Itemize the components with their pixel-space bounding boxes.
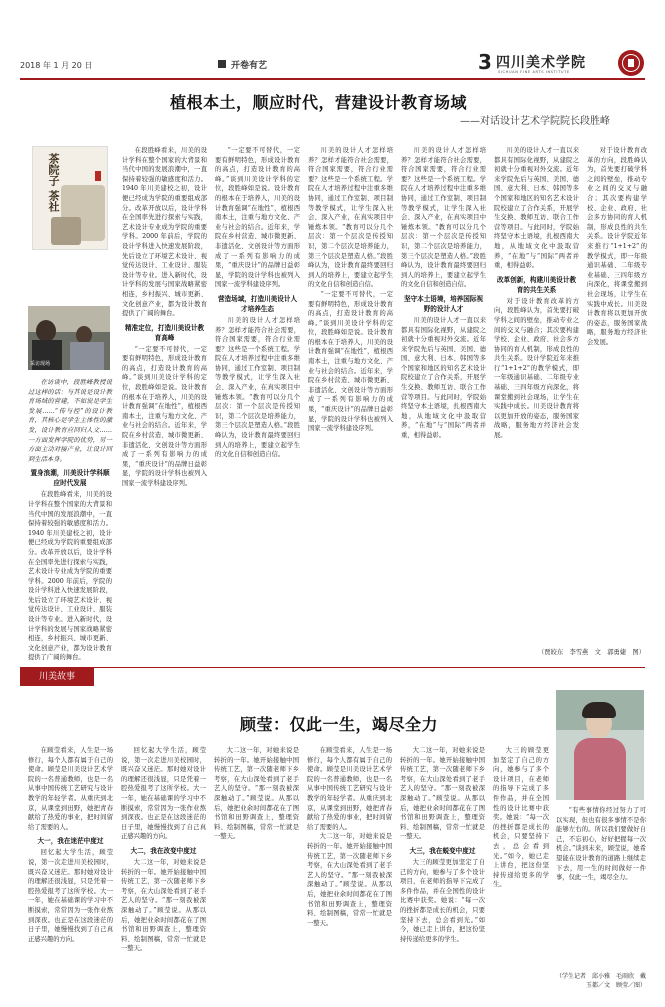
section-text: 川美的设计人才怎样培养？怎样才能符合社会需要，符合国家需要，符合行业需要？这些是一个系统工程。学院在人才培养过程中注重多维协同，通过工作室制、项目制等教学模式，让学生深入社会、深入产业，在真实项目中锤炼本领。“教育可以分几个层次：第一个层次是传授知识，第二个层次是培养能力，第三个层次是塑造人格。”段胜峰认为，设计教育最终要回归到人的培养上，要建立起学生的文化自信和创造自信。 [215,316,300,459]
article1-column-3 [215,146,300,643]
section-text: 大二这一年，对她来说是转折的一年。她开始接触中国传统工艺，第一次随老师下乡考察，在大山深处看到了老手艺人的坚守。“那一刻我被深深触动了。”顾莹说。从那以后，她把业余时间都花在了图书馆和田野调查上，整理资料、绘制图稿，常常一忙就是一整天。 [307,833,392,927]
section-text: 川美的设计人才一直以来都具有国际化视野，从建院之初就十分重视对外交流。近年来学院先后与英国、美国、德国、意大利、日本、韩国等多个国家和地区的知名艺术设计院校建立了合作关系，开展学生交换、教师互访、联合工作营等项目。与此同时，学院始终坚守本土语境，扎根西南大地，从地域文化中汲取营养，“在地”与“国际”两者并重，相得益彰。 [494,147,579,270]
page-header [20,52,645,78]
section-title: 开卷有艺 [231,61,268,71]
book-cover-photo [32,146,108,250]
section-text: 在顾莹看来，人生是一场修行，每个人都有属于自己的使命。顾莹是川美设计艺术学院的一名普通教师，也是一名从事中国传统工艺研究与设计教学的年轻学者。从重庆到北京，从课堂到田野，她把青春献给了热爱的事业，把时间留给了需要的人。 [28,747,113,831]
article2-quote: “有些事情你经过努力了可以实现，但也有很多事情不是你能够左右的。所以我们要做好自己，不忘初心，好好把握每一次机会。”谈到未来，顾莹说，她希望能在设计教育的道路上继续走下去，用一生的时间做好一件事，仅此一生，竭尽全力。 [556,807,646,882]
section-title: 营造场域，打造川美设计人才培养生态 [217,294,298,313]
article1-headline: 植根本土，顺应时代，营建设计教育场域 [170,93,468,112]
school-seal-icon [618,50,644,76]
school-name-en: SICHUAN FINE ARTS INSTITUTE [498,70,570,74]
article1-column-5 [401,146,486,643]
article2-quote-column [556,806,646,970]
article2-column-5 [400,746,485,990]
section-text: 对于设计教育改革的方向，段胜峰认为，首先要打破学科之间的壁垒，推动专业之间的交叉与融合；其次要构建学校、企业、政府、社会多方协同的育人机制，形成良性的共生关系。设计学院近年来推行“1+1+2”的教学模式，即一年级通识基础、二年级专业基础、三四年级方向深化，将课堂搬到社会现场，让学生在实践中成长。川美设计教育将以更加开放的姿态，服务国家战略，服务地方经济社会发展。 [587,147,647,346]
section-title: 置身浪潮，川美设计学科顺应时代发展 [30,469,110,488]
photo2-caption: 采访现场 [30,361,51,367]
article2-byline: （学生记者 邱小雅 毛雨欣 戴玉都／文 顾莹／图） [556,973,647,989]
column-label: 川美故事 [20,668,94,686]
section-title: 大二，我在改变中度过 [130,846,197,855]
section-text: 川美的设计人才怎样培养？怎样才能符合社会需要，符合国家需要，符合行业需要？这些是一个系统工程。学院在人才培养过程中注重多维协同，通过工作室制、项目制等教学模式，让学生深入社会、深入产业，在真实项目中锤炼本领。“教育可以分几个层次：第一个层次是传授知识，第二个层次是培养能力，第三个层次是塑造人格。”段胜峰认为，设计教育最终要回归到人的培养上，要建立起学生的文化自信和创造自信。 [401,147,486,289]
section-text: 大三的顾莹更加坚定了自己的方向，她参与了多个设计项目，在老师的指导下完成了多件作品，并在全国性的设计比赛中获奖。她说：“每一次的挫折都是成长的机会，只要坚持下去，总会看到光。”如今，她已走上讲台，把这份坚持传递给更多的学生。 [493,747,549,889]
section-title: 大一，我在迷茫中度过 [37,837,104,846]
section-divider [20,667,645,668]
section-title: 改革创新，构建川美设计教育的共生关系 [496,275,577,294]
portrait-photo [556,690,644,800]
article2-column-3 [214,746,299,990]
section-text: 回忆起大学生活，顾莹说，第一次走进川美校园时，既兴奋又迷茫。那时她对设计的理解还很浅显，只是凭着一腔热爱报考了这所学校。大一一年，她在基础课的学习中不断摸索，常常因为一张作业熬到深夜。也正是在这段迷茫的日子里，她慢慢找到了自己真正感兴趣的方向。 [121,747,206,841]
section-title: 大三，我在蜕变中度过 [409,846,476,855]
section-title: 精准定位，打造川美设计教育高峰 [124,323,205,342]
section-text: 回忆起大学生活，顾莹说，第一次走进川美校园时，既兴奋又迷茫。那时她对设计的理解还很浅显，只是凭着一腔热爱报考了这所学校。大一一年，她在基础课的学习中不断摸索，常常因为一张作业熬到深夜。也正是在这段迷茫的日子里，她慢慢找到了自己真正感兴趣的方向。 [28,849,113,943]
article2-headline: 顾莹：仅此一生，竭尽全力 [240,715,439,734]
article2-column-4 [307,746,392,990]
section-icon [218,60,226,68]
article1-subheadline: ——对话设计艺术学院院长段胜峰 [460,116,610,127]
page-number: 3 [478,50,492,74]
interview-photo [28,306,110,370]
article1-byline: （贾皎东 李雪燕 文 郭勇婕 图） [537,649,645,656]
article1-column-4 [308,146,393,643]
section-text: 大二这一年，对她来说是转折的一年。她开始接触中国传统工艺，第一次随老师下乡考察，在大山深处看到了老手艺人的坚守。“那一刻我被深深触动了。”顾莹说。从那以后，她把业余时间都花在了图书馆和田野调查上，整理资料、绘制图稿，常常一忙就是一整天。 [121,858,206,953]
header-rule [20,78,645,80]
seal-stamp [95,171,101,181]
section-title: 坚守本土语境，培养国际视野的设计人才 [403,294,484,313]
article2-column-6 [493,746,549,990]
school-name: 四川美术学院 [496,55,586,71]
section-text: 在顾莹看来，人生是一场修行，每个人都有属于自己的使命。顾莹是川美设计艺术学院的一名普通教师，也是一名从事中国传统工艺研究与设计教学的年轻学者。从重庆到北京，从课堂到田野，她把青春献给了热爱的事业，把时间留给了需要的人。 [307,747,392,831]
section-text: “一定要不可替代，一定要有鲜明特色，形成设计教育的高点，打造设计教育的高峰。”谈到川美设计学科的定位，段胜峰如是说。设计教育的根本在于培养人，川美的设计教育强调“在地性”，植根西南本土，注重与地方文化、产业与社会的结合。近年来，学院在乡村营造、城市微更新、非遗活化、文创设计等方面形成了一系列有影响力的成果，“重庆设计”的品牌日益彰显，学院的设计学科也被列入国家一流学科建设序列。 [215,147,300,289]
article1-column-1 [28,378,112,662]
photo1-caption: 茶院子 茶社 [47,153,60,212]
article2-column-1 [28,746,113,990]
section-text: 川美的设计人才一直以来都具有国际化视野，从建院之初就十分重视对外交流。近年来学院先后与英国、美国、德国、意大利、日本、韩国等多个国家和地区的知名艺术设计院校建立了合作关系，开展学生交换、教师互访、联合工作营等项目。与此同时，学院始终坚守本土语境，扎根西南大地，从地域文化中汲取营养，“在地”与“国际”两者并重，相得益彰。 [401,316,486,440]
ink-sketch [51,217,81,245]
section-text: 大二这一年，对她来说是转折的一年。她开始接触中国传统工艺，第一次随老师下乡考察，在大山深处看到了老手艺人的坚守。“那一刻我被深深触动了。”顾莹说。从那以后，她把业余时间都花在了图书馆和田野调查上，整理资料、绘制图稿，常常一忙就是一整天。 [214,747,299,841]
section-text: “一定要不可替代，一定要有鲜明特色，形成设计教育的高点，打造设计教育的高峰。”谈到川美设计学科的定位，段胜峰如是说。设计教育的根本在于培养人，川美的设计教育强调“在地性”，植根西南本土，注重与地方文化、产业与社会的结合。近年来，学院在乡村营造、城市微更新、非遗活化、文创设计等方面形成了一系列有影响力的成果，“重庆设计”的品牌日益彰显，学院的设计学科也被列入国家一流学科建设序列。 [308,290,393,433]
article1-intro: 在访谈中，段胜峰教授说过这样的话：与其说是设计教育场域的营建，不如说是学生发展……“传与控”的设计教育，其核心是学生主体性的激发，设计教育应回归人文……一方面发挥学院的优势，另一方面主动对接产业，让设计回到生活本身。 [28,379,112,463]
article1-column-6 [494,146,579,643]
section-text: 在段胜峰看来，川美的设计学科在整个国家的大背景和当代中国的发展浪潮中，一直保持着较强的敏感度和活力。1940 年川美建校之初，设计便已经成为学院的重要组成部分。改革开放以后，设计学科在全国率先进行探索与实践，艺术设计专业成为学院的重要学科。2000 年前后，学院的设计学科进入快速发展阶段，先后设立了环境艺术设计、视觉传达设计、工业设计、服装设计等专业。进入新时代，设计学科的发展与国家战略紧密相连，乡村振兴、城市更新、文化创意产业，都为设计教育提供了广阔的舞台。 [122,147,207,318]
section-text: 对于设计教育改革的方向，段胜峰认为，首先要打破学科之间的壁垒，推动专业之间的交叉与融合；其次要构建学校、企业、政府、社会多方协同的育人机制，形成良性的共生关系。设计学院近年来推行“1+1+2”的教学模式，即一年级通识基础、二年级专业基础、三四年级方向深化，将课堂搬到社会现场，让学生在实践中成长。川美设计教育将以更加开放的姿态，服务国家战略，服务地方经济社会发展。 [494,297,579,440]
section-text: “一定要不可替代，一定要有鲜明特色，形成设计教育的高点，打造设计教育的高峰。”谈到川美设计学科的定位，段胜峰如是说。设计教育的根本在于培养人，川美的设计教育强调“在地性”，植根西南本土，注重与地方文化、产业与社会的结合。近年来，学院在乡村营造、城市微更新、非遗活化、文创设计等方面形成了一系列有影响力的成果，“重庆设计”的品牌日益彰显，学院的设计学科也被列入国家一流学科建设序列。 [122,345,207,487]
issue-date: 2018 年 1 月 20 日 [20,61,93,70]
section-text: 川美的设计人才怎样培养？怎样才能符合社会需要，符合国家需要，符合行业需要？这些是一个系统工程。学院在人才培养过程中注重多维协同，通过工作室制、项目制等教学模式，让学生深入社会、深入产业，在真实项目中锤炼本领。“教育可以分几个层次：第一个层次是传授知识，第二个层次是培养能力，第三个层次是塑造人格。”段胜峰认为，设计教育最终要回归到人的培养上，要建立起学生的文化自信和创造自信。 [308,147,393,289]
section-text: 大二这一年，对她来说是转折的一年。她开始接触中国传统工艺，第一次随老师下乡考察，在大山深处看到了老手艺人的坚守。“那一刻我被深深触动了。”顾莹说。从那以后，她把业余时间都花在了图书馆和田野调查上，整理资料、绘制图稿，常常一忙就是一整天。 [400,747,485,841]
article1-column-2 [122,146,207,643]
section-text: 大三的顾莹更加坚定了自己的方向，她参与了多个设计项目，在老师的指导下完成了多件作品，并在全国性的设计比赛中获奖。她说：“每一次的挫折都是成长的机会，只要坚持下去，总会看到光。”如今，她已走上讲台，把这份坚持传递给更多的学生。 [400,858,485,943]
article2-column-2 [121,746,206,990]
article1-column-7 [587,146,647,643]
section-text: 在段胜峰看来，川美的设计学科在整个国家的大背景和当代中国的发展浪潮中，一直保持着较强的敏感度和活力。1940 年川美建校之初，设计便已经成为学院的重要组成部分。改革开放以后，设计学科在全国率先进行探索与实践，艺术设计专业成为学院的重要学科。2000 年前后，学院的设计学科进入快速发展阶段，先后设立了环境艺术设计、视觉传达设计、工业设计、服装设计等专业。进入新时代，设计学科的发展与国家战略紧密相连，乡村振兴、城市更新、文化创意产业，都为设计教育提供了广阔的舞台。 [28,491,112,662]
